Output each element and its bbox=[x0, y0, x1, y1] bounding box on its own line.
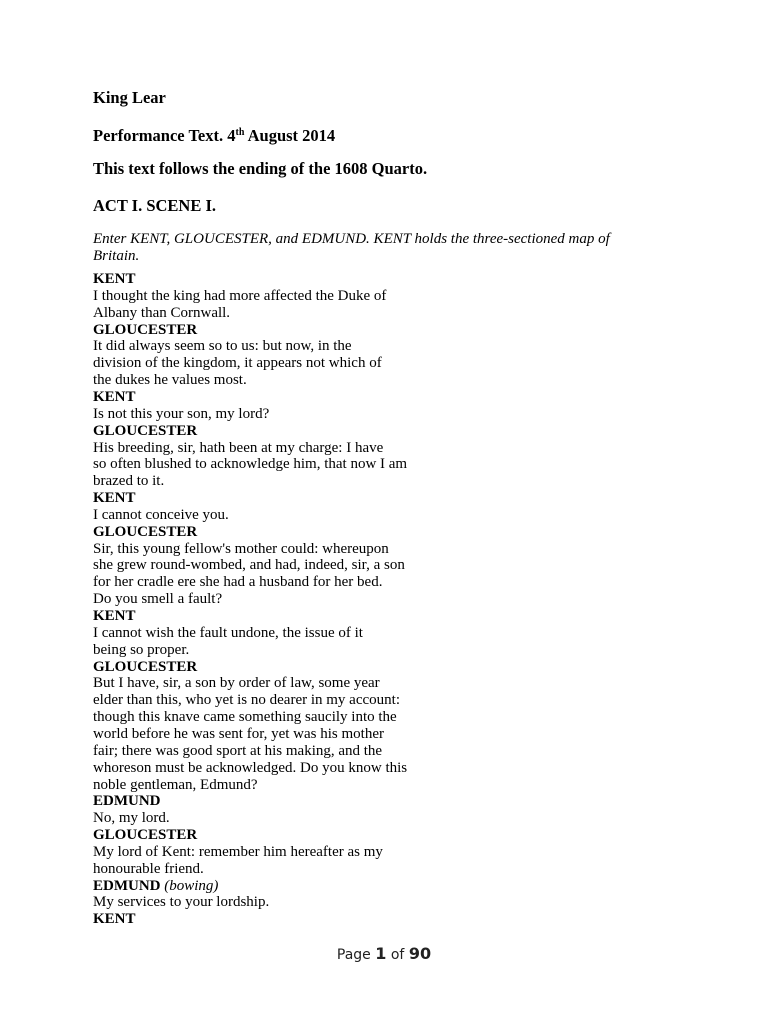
speaker-label: GLOUCESTER bbox=[93, 658, 198, 675]
speaker-label: KENT bbox=[93, 608, 136, 624]
stage-direction-line-1: Enter KENT, GLOUCESTER, and EDMUND. KENT holds the three-sectioned map of bbox=[93, 231, 610, 247]
speech-line: But I have, sir, a son by order of law, some year bbox=[93, 675, 380, 692]
speaker-name bbox=[93, 490, 136, 507]
speech-line: elder than this, who yet is no dearer in my account: bbox=[93, 692, 400, 709]
of-word: of bbox=[390, 947, 405, 963]
speaker-name bbox=[93, 659, 197, 676]
speech-line: world before he was sent for, yet was his mother bbox=[93, 725, 384, 742]
speech-line: for her cradle ere she had a husband for her bed. bbox=[93, 574, 383, 591]
speaker-name bbox=[93, 793, 161, 810]
speaker-name bbox=[93, 322, 197, 339]
speech-line: His breeding, sir, hath been at my charge: I have bbox=[93, 439, 384, 456]
speech-line: Do you smell a fault? bbox=[93, 591, 223, 608]
speaker-name bbox=[93, 423, 197, 440]
speech-line: being so proper. bbox=[93, 641, 190, 658]
speech-line: It did always seem so to us: but now, in the bbox=[93, 338, 352, 355]
speech-line: division of the kingdom, it appears not which of bbox=[93, 355, 382, 372]
speaker-name bbox=[93, 608, 136, 625]
speaker-label: EDMUND bbox=[93, 793, 161, 810]
page-word: Page bbox=[336, 947, 371, 963]
total-page-count: 90 bbox=[408, 944, 432, 963]
speech-line: though this knave came something saucily into the bbox=[93, 709, 397, 726]
stage-direction-inline: (bowing) bbox=[164, 877, 219, 894]
subtitle-after: August 2014 bbox=[244, 126, 336, 145]
speaker-label: KENT bbox=[93, 490, 136, 507]
speaker-label: KENT bbox=[93, 388, 136, 405]
speech-line: Is not this your son, my lord? bbox=[93, 405, 270, 422]
speaker-name bbox=[93, 878, 218, 895]
speaker-label: EDMUND bbox=[93, 877, 161, 894]
speech-line: brazed to it. bbox=[93, 473, 165, 490]
speaker-label: GLOUCESTER bbox=[93, 523, 198, 540]
speaker-name bbox=[93, 389, 136, 406]
speech-line: I cannot wish the fault undone, the issue of it bbox=[93, 624, 363, 641]
speech-line: My lord of Kent: remember him hereafter as my bbox=[93, 843, 383, 860]
speaker-label: GLOUCESTER bbox=[93, 827, 198, 844]
speech-line: I thought the king had more affected the Duke of bbox=[93, 287, 387, 304]
page-footer bbox=[0, 944, 768, 963]
act-heading: ACT I. SCENE I. bbox=[93, 196, 217, 215]
speaker-name bbox=[93, 271, 136, 288]
document-title: King Lear bbox=[93, 88, 166, 107]
speech-line: No, my lord. bbox=[93, 810, 170, 827]
speaker-name bbox=[93, 524, 197, 541]
speech-line: whoreson must be acknowledged. Do you know this bbox=[93, 759, 408, 776]
subtitle-superscript: th bbox=[235, 127, 245, 138]
speech-line: the dukes he values most. bbox=[93, 372, 247, 389]
current-page-number: 1 bbox=[375, 944, 387, 963]
speech-line: fair; there was good sport at his making, and the bbox=[93, 742, 383, 759]
speaker-label: KENT bbox=[93, 911, 136, 928]
speech-line: honourable friend. bbox=[93, 860, 204, 877]
speech-line: noble gentleman, Edmund? bbox=[93, 776, 258, 793]
stage-direction-line-2: Britain. bbox=[93, 248, 140, 264]
performance-text-heading bbox=[93, 123, 335, 146]
speech-line: Albany than Cornwall. bbox=[93, 304, 231, 321]
speech-line: so often blushed to acknowledge him, that now I am bbox=[93, 456, 408, 473]
speaker-label: GLOUCESTER bbox=[93, 321, 198, 338]
speech-line: Sir, this young fellow's mother could: whereupon bbox=[93, 540, 389, 557]
speaker-label: GLOUCESTER bbox=[93, 422, 198, 439]
speech-line: My services to your lordship. bbox=[93, 894, 270, 911]
subtitle-before: Performance Text. 4 bbox=[93, 126, 236, 145]
speech-line: I cannot conceive you. bbox=[93, 506, 229, 523]
speaker-name bbox=[93, 827, 197, 844]
speech-line: she grew round-wombed, and had, indeed, sir, a son bbox=[93, 557, 405, 574]
quarto-note: This text follows the ending of the 1608 Quarto. bbox=[93, 159, 428, 178]
speaker-label: KENT bbox=[93, 271, 136, 287]
speaker-name bbox=[93, 911, 136, 928]
